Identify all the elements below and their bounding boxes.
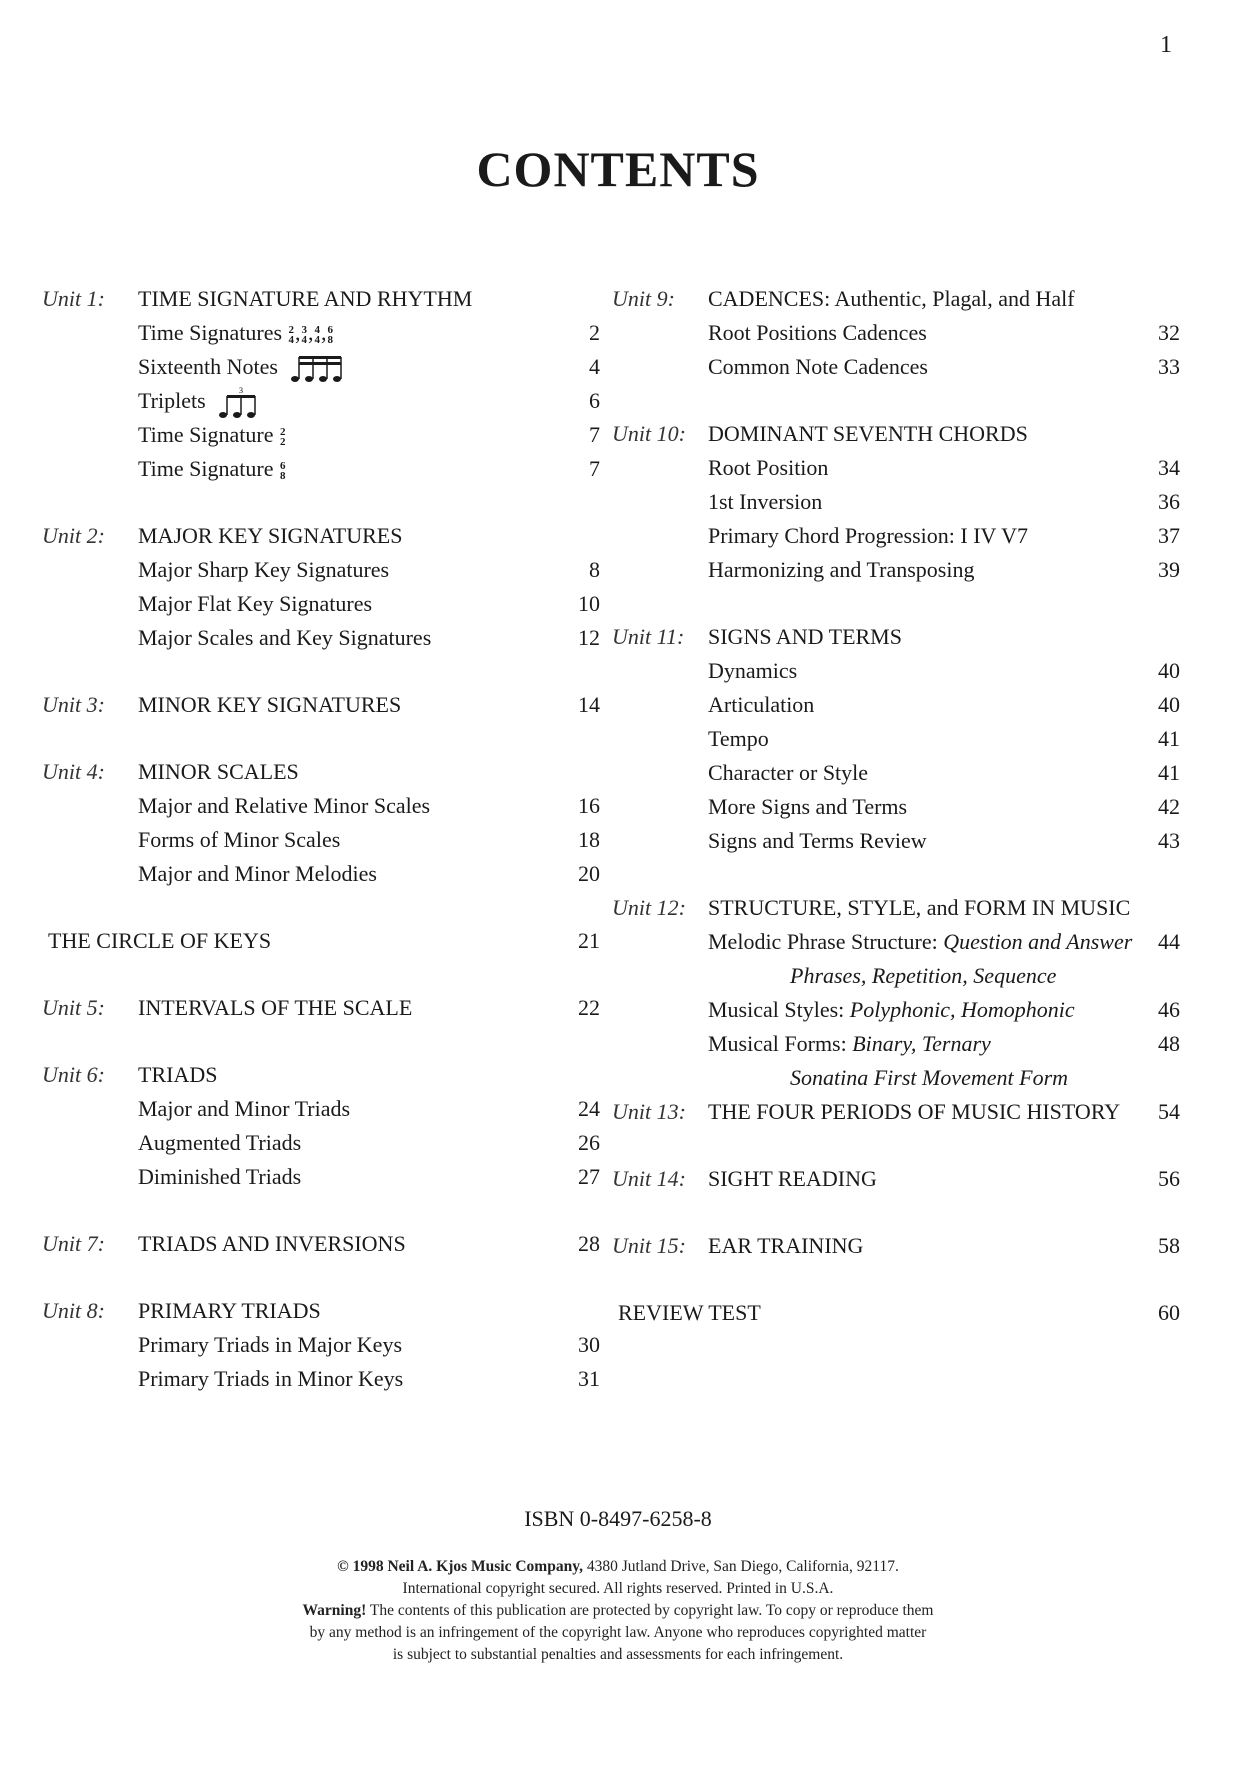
spacer [40, 1194, 600, 1227]
toc-entry-row [610, 350, 1180, 384]
section-heading: REVIEW TEST [618, 1300, 761, 1325]
toc-unit-row [610, 1162, 1180, 1196]
rights-line: International copyright secured. All rights reserved. Printed in U.S.A. [402, 1580, 834, 1597]
entry-label: Time Signatures 2 4 , 3 4 , 4 4 , 6 8 [138, 320, 334, 346]
page-ref: 48 [1158, 1031, 1180, 1056]
entry-label: Triplets 3 [138, 384, 265, 420]
toc-entry-row [40, 1328, 600, 1362]
unit-label: Unit 6: [42, 1062, 105, 1087]
toc-entry-row [610, 1027, 1180, 1061]
page-ref: 12 [578, 625, 600, 650]
unit-heading: PRIMARY TRIADS [138, 1298, 321, 1323]
toc-entry-row [610, 451, 1180, 485]
spacer [610, 587, 1180, 620]
entry-label: Character or Style [708, 760, 869, 785]
toc-entry-row [40, 384, 600, 418]
page-ref: 41 [1158, 760, 1180, 785]
toc-entry-row [610, 553, 1180, 587]
page-ref: 7 [589, 422, 600, 447]
entry-label: More Signs and Terms [708, 794, 908, 819]
isbn: ISBN 0-8497-6258-8 [524, 1506, 712, 1531]
toc-entry-row [40, 587, 600, 621]
unit-label: Unit 11: [612, 624, 685, 649]
toc-entry-row [610, 316, 1180, 350]
page-ref: 18 [578, 827, 600, 852]
toc-entry-row [40, 1126, 600, 1160]
contents-right-column [610, 282, 1180, 1330]
spacer [40, 1261, 600, 1294]
entry-label: Time Signature 2 2 [138, 422, 286, 448]
entry-label: Primary Triads in Major Keys [138, 1332, 402, 1357]
page-ref: 36 [1158, 489, 1180, 514]
page-ref: 26 [578, 1130, 600, 1155]
page-ref: 27 [578, 1164, 600, 1189]
spacer [610, 1263, 1180, 1296]
entry-label: Major and Relative Minor Scales [138, 793, 431, 818]
unit-label: Unit 14: [612, 1166, 686, 1191]
entry-label: Melodic Phrase Structure: Question and Answer [708, 929, 1133, 954]
entry-label: 1st Inversion [708, 489, 823, 514]
page-ref: 33 [1158, 354, 1180, 379]
unit-label: Unit 7: [42, 1231, 105, 1256]
entry-label: Major Scales and Key Signatures [138, 625, 432, 650]
unit-heading: SIGHT READING [708, 1166, 877, 1191]
unit-label: Unit 1: [42, 286, 105, 311]
toc-unit-row [40, 991, 600, 1025]
toc-unit-row [610, 1229, 1180, 1263]
toc-entry-row [610, 824, 1180, 858]
unit-heading: DOMINANT SEVENTH CHORDS [708, 421, 1028, 446]
spacer [40, 891, 600, 924]
entry-label: Major and Minor Melodies [138, 861, 377, 886]
page-ref: 28 [578, 1231, 600, 1256]
spacer [40, 722, 600, 755]
toc-entry-row [40, 857, 600, 891]
unit-label: Unit 9: [612, 286, 675, 311]
unit-heading: MINOR KEY SIGNATURES [138, 692, 402, 717]
page-ref: 2 [589, 320, 600, 345]
toc-entry-row [40, 1362, 600, 1396]
toc-entry-row [610, 519, 1180, 553]
toc-entry-row [40, 1160, 600, 1194]
page-ref: 22 [578, 995, 600, 1020]
toc-entry-row [40, 418, 600, 452]
unit-heading: TRIADS AND INVERSIONS [138, 1231, 406, 1256]
entry-label: Dynamics [708, 658, 798, 683]
page-ref: 30 [578, 1332, 600, 1357]
entry-label: Primary Triads in Minor Keys [138, 1366, 404, 1391]
copyright-address: 4380 Jutland Drive, San Diego, California, 92117. [582, 1558, 899, 1575]
copyright-notice [0, 1556, 1236, 1666]
spacer [40, 1025, 600, 1058]
time-signature-6-8-icon: 6 8 [279, 459, 286, 482]
unit-label: Unit 5: [42, 995, 105, 1020]
page-ref: 42 [1158, 794, 1180, 819]
toc-entry-row [610, 654, 1180, 688]
page-ref: 58 [1158, 1233, 1180, 1258]
warning-line [0, 1600, 1236, 1622]
entry-label: Musical Styles: Polyphonic, Homophonic [708, 997, 1075, 1022]
toc-circle-of-keys [40, 924, 600, 958]
unit-heading: TRIADS [138, 1062, 218, 1087]
page-ref: 24 [578, 1096, 600, 1121]
page-ref: 31 [578, 1366, 600, 1391]
unit-label: Unit 3: [42, 692, 105, 717]
unit-heading: STRUCTURE, STYLE, and FORM IN MUSIC [708, 895, 1131, 920]
unit-heading: TIME SIGNATURE AND RHYTHM [138, 286, 473, 311]
unit-label: Unit 10: [612, 421, 686, 446]
page-ref: 32 [1158, 320, 1180, 345]
unit-heading: MAJOR KEY SIGNATURES [138, 523, 403, 548]
sixteenth-notes-icon [283, 354, 351, 379]
toc-review-test [610, 1296, 1180, 1330]
page-ref: 21 [578, 928, 600, 953]
spacer [610, 858, 1180, 891]
page-ref: 40 [1158, 658, 1180, 683]
toc-unit-row [610, 417, 1180, 451]
toc-unit-row [40, 1058, 600, 1092]
spacer [610, 1129, 1180, 1162]
time-signature-2-2-icon: 2 2 [279, 425, 286, 448]
toc-entry-row [610, 993, 1180, 1027]
entry-continuation-label: Sonatina First Movement Form [790, 1065, 1069, 1090]
unit-heading: MINOR SCALES [138, 759, 299, 784]
entry-label: Major Sharp Key Signatures [138, 557, 390, 582]
toc-unit-row [610, 282, 1180, 316]
toc-entry-continuation [610, 1061, 1180, 1095]
time-signatures-icon: 2 4 , 3 4 , 4 4 , 6 8 [288, 320, 334, 346]
toc-unit-row [40, 1294, 600, 1328]
unit-label: Unit 4: [42, 759, 105, 784]
page-ref: 56 [1158, 1166, 1180, 1191]
page-ref: 10 [578, 591, 600, 616]
page-ref: 6 [589, 388, 600, 413]
spacer [40, 655, 600, 688]
toc-unit-row [40, 519, 600, 553]
page-ref: 37 [1158, 523, 1180, 548]
page-ref: 60 [1158, 1300, 1180, 1325]
page-ref: 46 [1158, 997, 1180, 1022]
entry-label: Root Positions Cadences [708, 320, 927, 345]
page-ref: 39 [1158, 557, 1180, 582]
copyright-line [0, 1556, 1236, 1578]
unit-label: Unit 2: [42, 523, 105, 548]
toc-unit-row [610, 1095, 1180, 1129]
spacer [40, 486, 600, 519]
toc-unit-row [40, 1227, 600, 1261]
entry-label: Root Position [708, 455, 829, 480]
entry-label: Harmonizing and Transposing [708, 557, 975, 582]
toc-unit-row [40, 755, 600, 789]
unit-heading: THE FOUR PERIODS OF MUSIC HISTORY [708, 1099, 1121, 1124]
entry-label: Major and Minor Triads [138, 1096, 351, 1121]
unit-label: Unit 13: [612, 1099, 686, 1124]
unit-label: Unit 12: [612, 895, 686, 920]
entry-label: Tempo [708, 726, 769, 751]
page-ref: 43 [1158, 828, 1180, 853]
entry-italic-label: Binary, Ternary [852, 1031, 991, 1056]
page-ref: 8 [589, 557, 600, 582]
toc-entry-row [40, 1092, 600, 1126]
entry-italic-label: Question and Answer [943, 929, 1133, 954]
toc-entry-row [610, 722, 1180, 756]
toc-entry-row [40, 823, 600, 857]
page-ref: 44 [1158, 929, 1180, 954]
spacer [610, 1196, 1180, 1229]
triplets-icon [211, 385, 265, 413]
toc-entry-row [610, 688, 1180, 722]
page-number: 1 [1160, 32, 1172, 58]
entry-label: Articulation [708, 692, 815, 717]
spacer [40, 958, 600, 991]
warning-text: The contents of this publication are protected by copyright law. To copy or reproduce them [366, 1602, 934, 1619]
contents-left-column [40, 282, 600, 1396]
toc-entry-row [40, 350, 600, 384]
toc-entry-row [610, 756, 1180, 790]
copyright-holder: © 1998 Neil A. Kjos Music Company, [337, 1558, 583, 1575]
toc-unit-row [40, 688, 600, 722]
page-title: CONTENTS [476, 141, 760, 197]
unit-heading: SIGNS AND TERMS [708, 624, 902, 649]
page-ref: 20 [578, 861, 600, 886]
svg-text:3: 3 [239, 385, 244, 395]
entry-label: Augmented Triads [138, 1130, 302, 1155]
entry-italic-label: Polyphonic, Homophonic [849, 997, 1075, 1022]
warning-line-3: is subject to substantial penalties and assessments for each infringement. [392, 1646, 844, 1663]
entry-label: Forms of Minor Scales [138, 827, 341, 852]
toc-entry-row [40, 316, 600, 350]
unit-heading: EAR TRAINING [708, 1233, 864, 1258]
page-ref: 34 [1158, 455, 1180, 480]
toc-entry-row [610, 925, 1180, 959]
toc-entry-row [40, 789, 600, 823]
spacer [610, 384, 1180, 417]
page-ref: 40 [1158, 692, 1180, 717]
toc-entry-continuation [610, 959, 1180, 993]
entry-label: Signs and Terms Review [708, 828, 927, 853]
entry-label: Time Signature 6 8 [138, 456, 286, 482]
entry-label: Diminished Triads [138, 1164, 302, 1189]
toc-unit-row [40, 282, 600, 316]
page-ref: 7 [589, 456, 600, 481]
entry-label: Common Note Cadences [708, 354, 928, 379]
entry-label: Musical Forms: Binary, Ternary [708, 1031, 991, 1056]
entry-continuation-label: Phrases, Repetition, Sequence [790, 963, 1057, 988]
section-heading: THE CIRCLE OF KEYS [48, 928, 272, 953]
warning-line-2: by any method is an infringement of the copyright law. Anyone who reproduces copyrighted matter [309, 1624, 927, 1641]
toc-entry-row [40, 452, 600, 486]
toc-entry-row [40, 553, 600, 587]
unit-label: Unit 8: [42, 1298, 105, 1323]
toc-entry-row [610, 790, 1180, 824]
toc-unit-row [610, 891, 1180, 925]
entry-label: Primary Chord Progression: I IV V7 [708, 523, 1029, 548]
entry-label: Major Flat Key Signatures [138, 591, 373, 616]
entry-label: Sixteenth Notes [138, 350, 351, 384]
page-ref: 4 [589, 354, 600, 379]
toc-entry-row [40, 621, 600, 655]
unit-heading: CADENCES: Authentic, Plagal, and Half [708, 286, 1075, 311]
page-ref: 16 [578, 793, 600, 818]
page-ref: 14 [578, 692, 600, 717]
warning-label: Warning! [302, 1602, 367, 1619]
unit-label: Unit 15: [612, 1233, 686, 1258]
page-ref: 41 [1158, 726, 1180, 751]
unit-heading: INTERVALS OF THE SCALE [138, 995, 413, 1020]
page-ref: 54 [1158, 1099, 1180, 1124]
toc-entry-row [610, 485, 1180, 519]
toc-unit-row [610, 620, 1180, 654]
